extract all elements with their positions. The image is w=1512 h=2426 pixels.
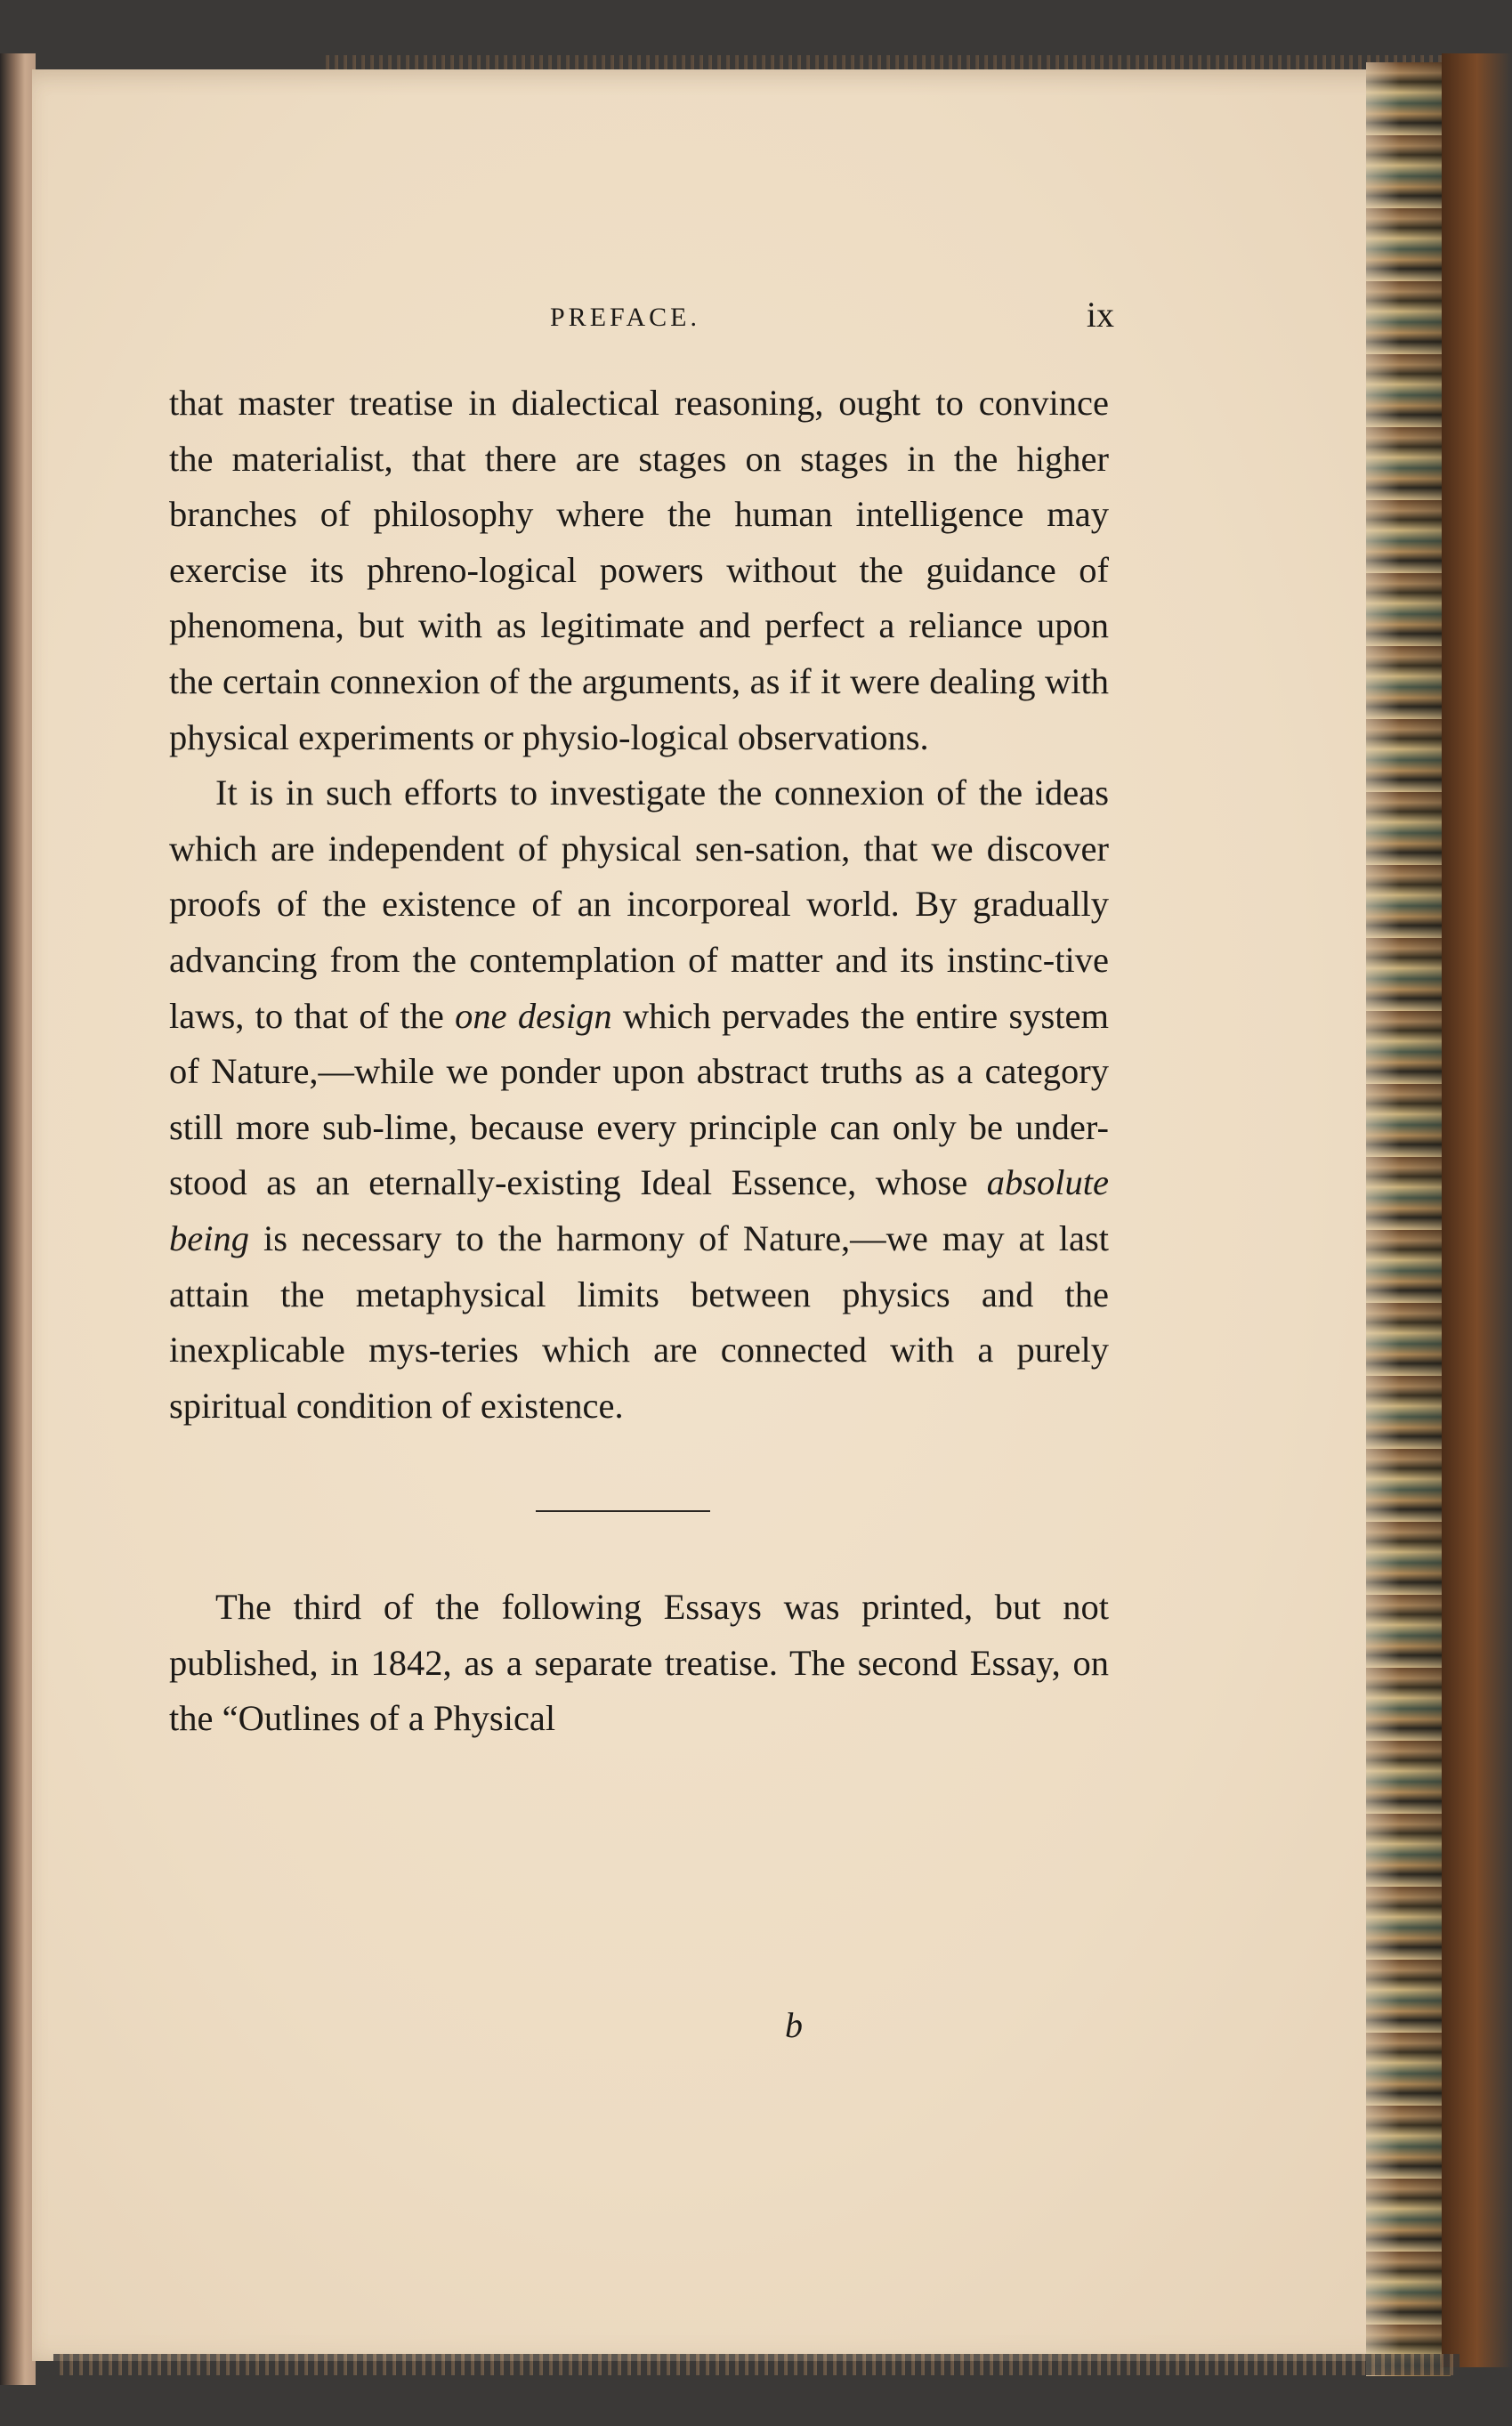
left-page-edge — [0, 53, 36, 2385]
marbled-fore-edge — [1366, 62, 1451, 2376]
italic-absolute-being: absolute being — [169, 1162, 1109, 1258]
paragraph-2 — [169, 765, 1109, 1434]
italic-one-design: one design — [455, 995, 612, 1036]
bottom-page-edges — [53, 2354, 1459, 2375]
paragraph-2-part-3: is necessary to the harmony of Nature,—we may at last attain the metaphysical limits between physics and the inexplicable mys-teries which are connected with a purely spiritual condition of existence. — [169, 1217, 1109, 1426]
book-cover-edge — [1442, 53, 1512, 2367]
paragraph-2-part-1: It is in such efforts to investigate the connexion of the ideas which are independent of physical sen-sation, that we discover proofs of the existence of an incorporeal world. By gradually advancing from the contemplation of matter and its instinc-tive laws, to that of the — [169, 772, 1109, 1036]
paragraph-3-text: The third of the following Essays was printed, but not published, in 1842, as a separate treatise. The second Essay, on the “Outlines of a Physical — [169, 1587, 1109, 1739]
paragraph-3 — [169, 1580, 1109, 1747]
running-head — [169, 294, 1114, 344]
page-number: ix — [1086, 295, 1114, 335]
signature-mark: b — [785, 2005, 803, 2045]
page-text-block — [169, 294, 1114, 1747]
paragraph-1: that master treatise in dialectical reasoning, ought to convince the materialist, that there are stages on stages in the higher branches of philosophy where the human intelligence may exercise its phreno-logical powers without the guidance of phenomena, but with as legitimate and perfect a reliance upon the certain connexion of the arguments, as if it were dealing with physical experiments or physio-logical observations. — [169, 383, 1109, 757]
running-title: PREFACE. — [550, 303, 700, 332]
paragraph-2-part-2: which pervades the entire system of Nature,—while we ponder upon abstract truths as a category still more sub-lime, because every principle can only be under-stood as an eternally-existing Ideal Essence, whose — [169, 995, 1109, 1203]
section-divider-rule — [536, 1510, 710, 1512]
